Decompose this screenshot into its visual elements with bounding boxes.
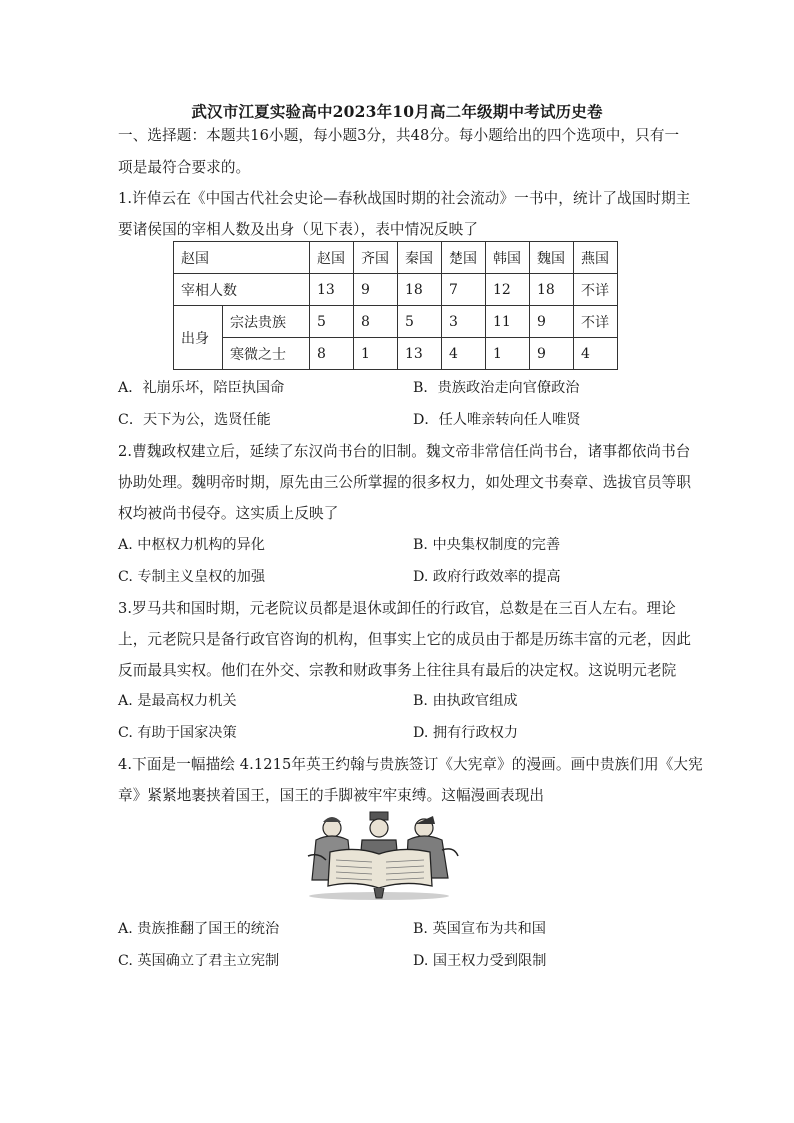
table-cell: 5 bbox=[310, 306, 354, 338]
q3-option-d: D. 拥有行政权力 bbox=[413, 725, 519, 741]
table-row bbox=[174, 274, 618, 306]
q4-option-a: A. 贵族推翻了国王的统治 bbox=[118, 921, 280, 937]
q1-stem-line1: 1.许倬云在《中国古代社会史论—春秋战国时期的社会流动》一书中，统计了战国时期主 bbox=[118, 190, 691, 207]
section-instructions-line2: 项是最符合要求的。 bbox=[118, 159, 251, 176]
q4-stem-line2: 章》紧紧地裹挟着国王，国王的手脚被牢牢束缚。这幅漫画表现出 bbox=[118, 787, 545, 804]
table-cell: 8 bbox=[354, 306, 398, 338]
table-cell: 3 bbox=[442, 306, 486, 338]
magna-carta-cartoon bbox=[296, 806, 462, 902]
table-cell: 18 bbox=[398, 274, 442, 306]
table-header-cell: 秦国 bbox=[398, 242, 442, 274]
q4-stem-line1: 4.下面是一幅描绘 4.1215年英王约翰与贵族签订《大宪章》的漫画。画中贵族们用《大宪 bbox=[118, 756, 703, 773]
q4-option-c: C. 英国确立了君主立宪制 bbox=[118, 953, 280, 969]
table-row bbox=[174, 242, 618, 274]
table-cell: 9 bbox=[530, 306, 574, 338]
table-cell: 5 bbox=[398, 306, 442, 338]
table-cell: 12 bbox=[486, 274, 530, 306]
table-cell: 1 bbox=[354, 338, 398, 370]
exam-title: 武汉市江夏实验高中2023年10月高二年级期中考试历史卷 bbox=[191, 102, 603, 121]
q3-stem-line1: 3.罗马共和国时期，元老院议员都是退休或卸任的行政官，总数是在三百人左右。理论 bbox=[118, 600, 676, 617]
table-cell: 11 bbox=[486, 306, 530, 338]
table-header-cell: 燕国 bbox=[574, 242, 618, 274]
table-cell: 不详 bbox=[574, 274, 618, 306]
table-header-cell: 赵国 bbox=[174, 242, 310, 274]
table-cell: 9 bbox=[354, 274, 398, 306]
table-header-cell: 楚国 bbox=[442, 242, 486, 274]
table-cell: 4 bbox=[574, 338, 618, 370]
q1-table bbox=[173, 241, 618, 370]
charter-scroll bbox=[328, 849, 432, 898]
table-row bbox=[174, 338, 618, 370]
q1-option-c: C．天下为公，选贤任能 bbox=[118, 412, 271, 428]
table-cell: 4 bbox=[442, 338, 486, 370]
table-header-cell: 魏国 bbox=[530, 242, 574, 274]
q1-stem-line2: 要诸侯国的宰相人数及出身（见下表），表中情况反映了 bbox=[118, 221, 479, 238]
table-origin-label: 出身 bbox=[174, 306, 223, 370]
q1-option-a: A．礼崩乐坏，陪臣执国命 bbox=[118, 380, 285, 396]
table-header-cell: 韩国 bbox=[486, 242, 530, 274]
table-cell: 不详 bbox=[574, 306, 618, 338]
table-cell: 9 bbox=[530, 338, 574, 370]
q3-stem-line2: 上，元老院只是备行政官咨询的机构，但事实上它的成员由于都是历练丰富的元老，因此 bbox=[118, 631, 692, 648]
table-row bbox=[174, 306, 618, 338]
q3-option-c: C. 有助于国家决策 bbox=[118, 725, 237, 741]
table-header-cell: 赵国 bbox=[310, 242, 354, 274]
q2-option-a: A. 中枢权力机构的异化 bbox=[118, 537, 265, 553]
q1-option-d: D．任人唯亲转向任人唯贤 bbox=[413, 412, 581, 428]
q2-option-c: C. 专制主义皇权的加强 bbox=[118, 569, 266, 585]
table-row-label: 寒微之士 bbox=[223, 338, 310, 370]
q4-option-d: D. 国王权力受到限制 bbox=[413, 953, 547, 969]
q2-stem-line1: 2.曹魏政权建立后，延续了东汉尚书台的旧制。魏文帝非常信任尚书台，诸事都依尚书台 bbox=[118, 443, 691, 460]
table-row-label: 宗法贵族 bbox=[223, 306, 310, 338]
q3-option-b: B. 由执政官组成 bbox=[413, 693, 518, 709]
q4-option-b: B. 英国宣布为共和国 bbox=[413, 921, 546, 937]
q2-stem-line2: 协助处理。魏明帝时期，原先由三公所掌握的很多权力，如处理文书奏章、选拔官员等职 bbox=[118, 474, 692, 491]
q3-option-a: A. 是最高权力机关 bbox=[118, 693, 237, 709]
q1-option-b: B．贵族政治走向官僚政治 bbox=[413, 380, 580, 396]
section-instructions-line1: 一、选择题：本题共16小题，每小题3分，共48分。每小题给出的四个选项中，只有一 bbox=[118, 127, 680, 144]
table-cell: 1 bbox=[486, 338, 530, 370]
q2-option-b: B. 中央集权制度的完善 bbox=[413, 537, 561, 553]
table-cell: 18 bbox=[530, 274, 574, 306]
q2-option-d: D. 政府行政效率的提高 bbox=[413, 569, 561, 585]
q3-stem-line3: 反而最具实权。他们在外交、宗教和财政事务上往往具有最后的决定权。这说明元老院 bbox=[118, 662, 677, 679]
table-cell: 8 bbox=[310, 338, 354, 370]
table-cell: 13 bbox=[398, 338, 442, 370]
table-cell: 13 bbox=[310, 274, 354, 306]
table-cell: 7 bbox=[442, 274, 486, 306]
table-header-cell: 齐国 bbox=[354, 242, 398, 274]
table-row-label: 宰相人数 bbox=[174, 274, 310, 306]
q2-stem-line3: 权均被尚书侵夺。这实质上反映了 bbox=[118, 505, 339, 522]
